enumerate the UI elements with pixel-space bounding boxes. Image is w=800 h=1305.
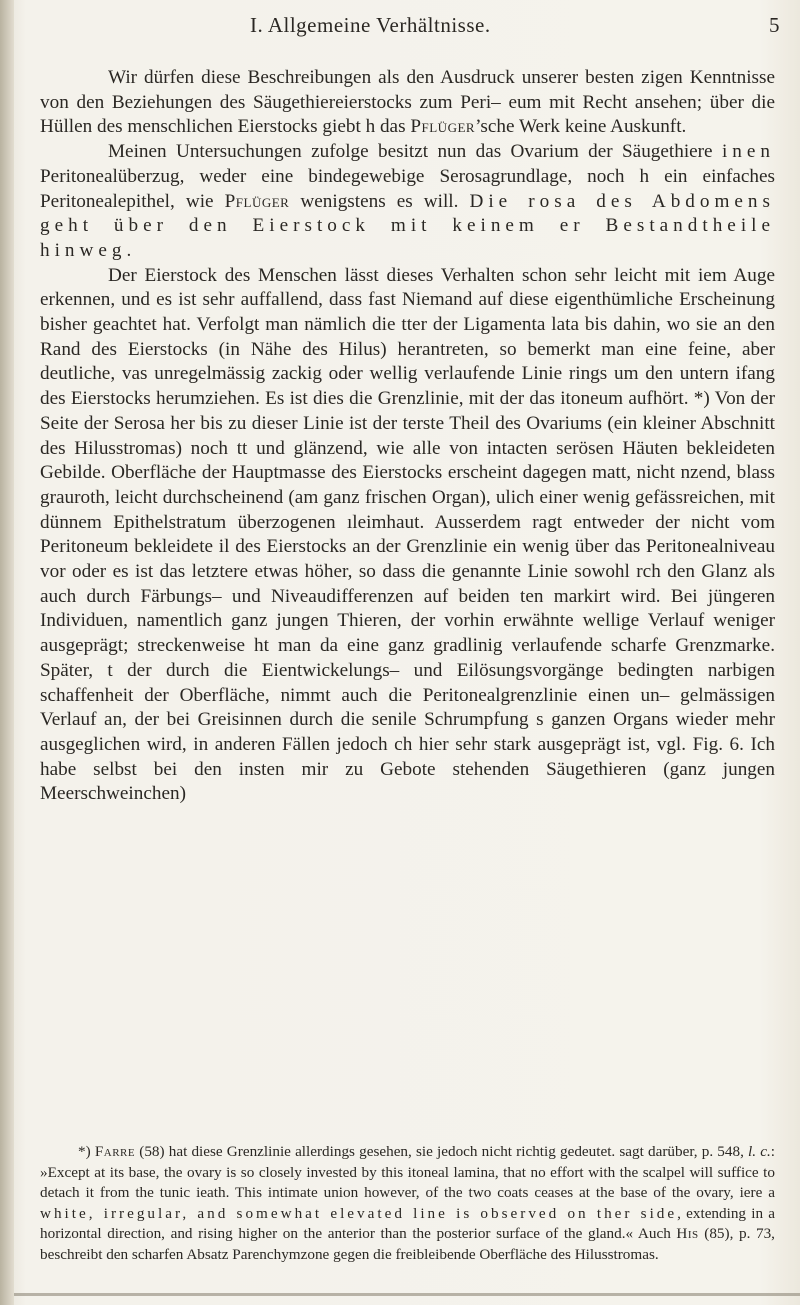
- spaced-emphasis: Die rosa des Abdomens geht über den Eierstock mit keinem er Bestandtheile hinweg.: [40, 190, 775, 261]
- author-name-pflueger: Pflüger: [224, 190, 290, 212]
- citation-abbrev: l. c.: [748, 1143, 771, 1160]
- spaced-emphasis: inen: [721, 141, 775, 163]
- paragraph-3: [40, 264, 775, 807]
- text-run: , extending in a horizontal direction, and rising higher on the anterior than the posterior surface of the gland.« Auch: [40, 1204, 775, 1243]
- text-run: Meinen Untersuchungen zufolge besitzt nun das Ovarium der Säugethiere: [108, 141, 722, 163]
- text-run: (85), p. 73, beschreibt den scharfen Absatz Parenchymzone gegen die freibleibende Oberfläche des Hilusstromas.: [40, 1225, 775, 1263]
- text-run: wenigstens es will.: [289, 190, 470, 212]
- author-name-his: His: [676, 1225, 699, 1243]
- spaced-emphasis: white, irregular, and somewhat elevated line is observed on ther side: [40, 1204, 678, 1222]
- text-run: ’sche Werk keine Auskunft.: [475, 116, 687, 138]
- author-name-farre: Farre: [94, 1143, 136, 1160]
- main-text: [40, 66, 775, 807]
- text-run: (58) hat diese Grenzlinie allerdings gesehen, sie jedoch nicht richtig gedeutet. sagt darüber, p. 548,: [135, 1143, 749, 1160]
- header-title: I. Allgemeine Verhältnisse.: [250, 13, 491, 37]
- footnote: [40, 1142, 775, 1266]
- footnote-marker: *): [78, 1143, 95, 1160]
- text-run: : »Except at its base, the ovary is so closely invested by this itoneal lamina, that no effort with the scalpel will suffice to detach it from the tunic ieath. This intimate union however, of the two coats ceases at the base of the ovary, iere a: [40, 1143, 775, 1202]
- author-name-pflueger: Pflüger: [410, 116, 476, 138]
- page-number: 5: [769, 13, 780, 37]
- text-run: Der Eierstock des Menschen lässt dieses Verhalten schon sehr leicht mit iem Auge erkennen, und es ist sehr auffallend, dass fast Niemand auf diese eigenthümliche Erscheinung bisher geachtet hat. Verfolgt man nämlich die tter der Ligamenta lata bis dahin, wo sie an den Rand des Eierstocks (in Nähe des Hilus) herantreten, so bemerkt man eine feine, aber deutliche, vas unregelmässig zackig oder wellig verlaufende Linie rings um den untern ifang des Eierstocks herumziehen. Es ist dies die Grenzlinie, mit der das itoneum aufhört. *) Von der Seite der Serosa her bis zu dieser Linie ist der terste Theil des Ovariums (ein kleiner Abschnitt des Hilusstromas) noch tt und glänzend, wie alle von intacten serösen Häuten bekleideten Gebilde. Oberfläche der Hauptmasse des Eierstocks erscheint dagegen matt, nicht nzend, blass grauroth, leicht durchscheinend (am ganz frischen Organ), ulich einer wenig gefässreichen, mit dünnem Epithelstratum überzogenen ıleimhaut. Ausserdem ragt entweder der nicht vom Peritoneum bekleidete il des Eierstocks an der Grenzlinie ein wenig über das Peritonealniveau vor oder es ist das letztere etwas höher, so dass die genannte Linie sowohl rch den Glanz als auch durch Färbungs– und Niveaudifferenzen auf beiden ten markirt wird. Bei jüngeren Individuen, namentlich ganz jungen Thieren, der vorhin erwähnte wellige Verlauf weniger ausgeprägt; streckenweise ht man da eine ganz gradlinig verlaufende scharfe Grenzmarke. Später, t der durch die Eientwickelungs– und Eilösungsvorgänge bedingten narbigen schaffenheit der Oberfläche, nimmt auch die Peritonealgrenzlinie einen un– gelmässigen Verlauf an, der bei Greisinnen durch die senile Schrumpfung s ganzen Organs wieder mehr ausgeglichen wird, in anderen Fällen jedoch ch hier sehr stark ausgeprägt ist, vgl. Fig. 6. Ich habe selbst bei den insten mir zu Gebote stehenden Säugethieren (ganz jungen Meerschweinchen): [40, 264, 775, 805]
- paragraph-2: [40, 140, 775, 264]
- page-gutter: [0, 0, 14, 1305]
- running-header: [250, 13, 780, 43]
- text-run: Peritonealüberzug, weder eine bindegewebige Serosagrundlage, noch h ein einfaches Peritonealepithel, wie: [40, 165, 775, 212]
- footnote-paragraph: [40, 1142, 775, 1266]
- page-bottom-edge: [14, 1293, 800, 1296]
- text-run: Wir dürfen diese Beschreibungen als den Ausdruck unserer besten zigen Kenntnisse von den Beziehungen des Säugethiereierstocks zum Peri– eum mit Recht ansehen; über die Hüllen des menschlichen Eierstocks giebt h das: [40, 67, 775, 138]
- paragraph-1: [40, 66, 775, 140]
